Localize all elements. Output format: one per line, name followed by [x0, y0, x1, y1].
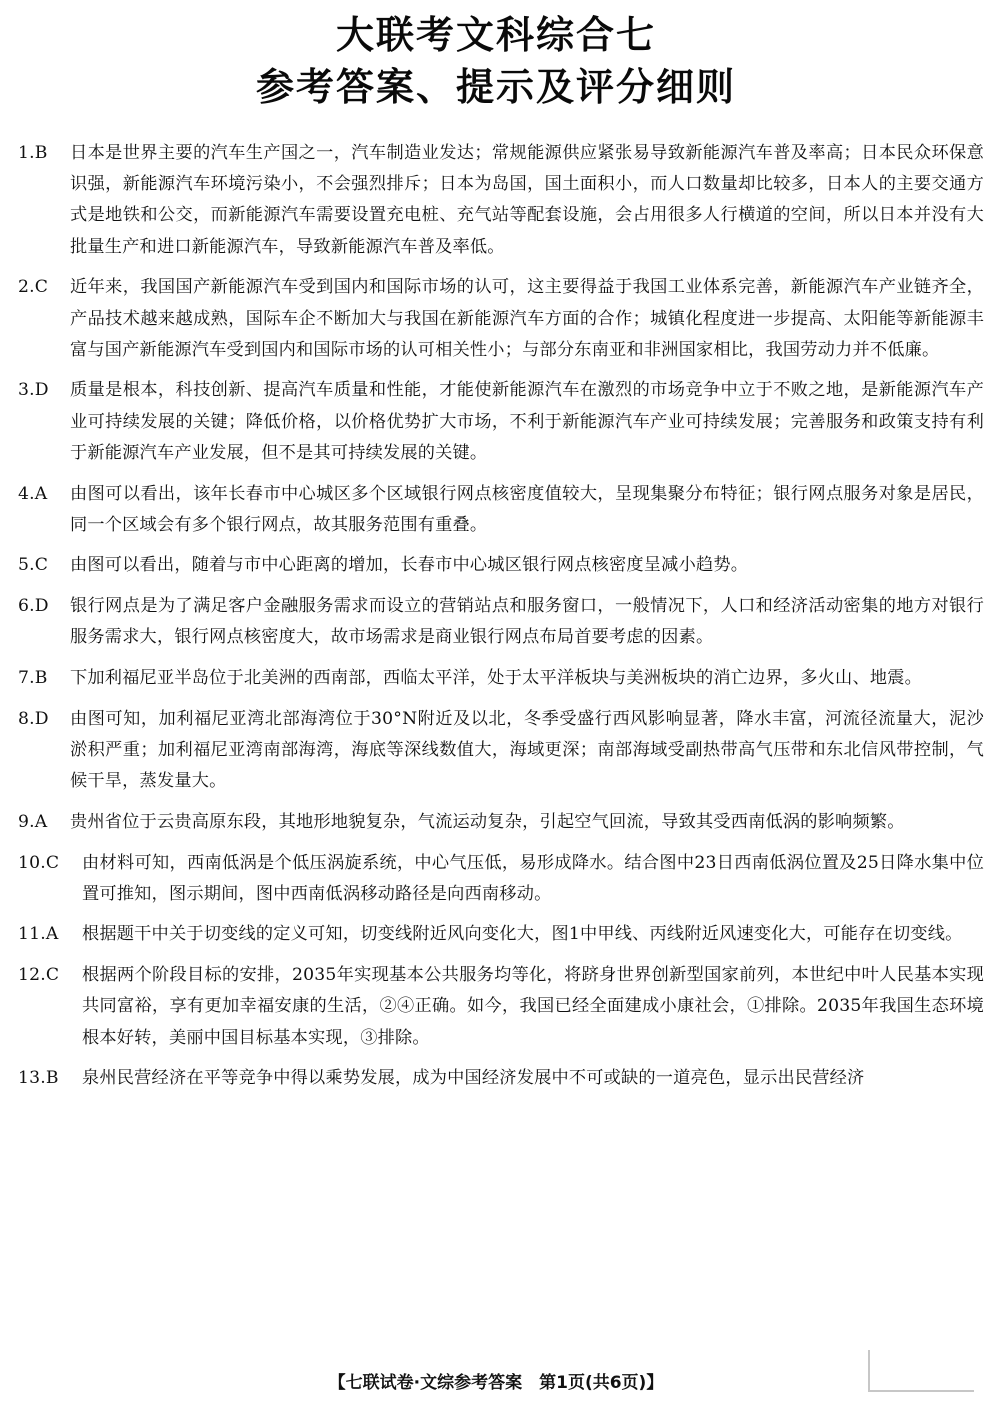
answer-explanation: 根据两个阶段目标的安排，2035年实现基本公共服务均等化，将跻身世界创新型国家前列，本世纪中叶人民基本实现共同富裕，享有更加幸福安康的生活，②④正确。如今，我国已经全面建成小康社会，①排除。2035年我国生态环境根本好转，美丽中国目标基本实现，③排除。: [82, 965, 984, 1048]
answer-item-8: [18, 704, 984, 798]
answer-number: 11.A: [18, 924, 59, 945]
answer-explanation: 日本是世界主要的汽车生产国之一，汽车制造业发达；常规能源供应紧张易导致新能源汽车普及率高；日本民众环保意识强，新能源汽车环境污染小，不会强烈排斥；日本为岛国，国土面积小，而人口数量却比较多，日本人的主要交通方式是地铁和公交，而新能源汽车需要设置充电桩、充气站等配套设施，会占用很多人行横道的空间，所以日本并没有大批量生产和进口新能源汽车，导致新能源汽车普及率低。: [70, 143, 984, 257]
answer-number: 13.B: [18, 1068, 59, 1089]
scan-corner-mark: [868, 1350, 974, 1392]
answer-item-11: [18, 919, 984, 950]
answer-number: 12.C: [18, 965, 60, 986]
answer-item-3: [18, 375, 984, 469]
answer-number: 6.D: [18, 596, 49, 617]
answer-number: 10.C: [18, 852, 60, 873]
page-footer: 【七联试卷·文综参考答案 第1页(共6页)】: [328, 1373, 664, 1393]
answer-item-12: [18, 960, 984, 1054]
page-title: 大联考文科综合七: [335, 13, 656, 57]
answer-item-7: [18, 663, 984, 694]
answer-item-9: [18, 807, 984, 838]
answer-item-13: [18, 1063, 984, 1094]
answer-item-1: [18, 138, 984, 263]
answer-item-6: [18, 591, 984, 653]
page-subtitle: 参考答案、提示及评分细则: [255, 65, 736, 109]
answer-number: 3.D: [18, 380, 49, 401]
answer-explanation: 泉州民营经济在平等竞争中得以乘势发展，成为中国经济发展中不可或缺的一道亮色，显示出民营经济: [82, 1068, 865, 1089]
answer-number: 4.A: [18, 483, 48, 504]
answer-explanation: 根据题干中关于切变线的定义可知，切变线附近风向变化大，图1中甲线、丙线附近风速变化大，可能存在切变线。: [82, 924, 963, 945]
answer-explanation: 近年来，我国国产新能源汽车受到国内和国际市场的认可，这主要得益于我国工业体系完善，新能源汽车产业链齐全，产品技术越来越成熟，国际车企不断加大与我国在新能源汽车方面的合作；城镇化程度进一步提高、太阳能等新能源丰富与国产新能源汽车受到国内和国际市场的认可相关性小；与部分东南亚和非洲国家相比，我国劳动力并不低廉。: [70, 277, 984, 360]
answer-explanation: 由图可以看出，随着与市中心距离的增加，长春市中心城区银行网点核密度呈减小趋势。: [70, 555, 749, 576]
answer-list: [18, 138, 984, 1104]
answer-explanation: 贵州省位于云贵高原东段，其地形地貌复杂，气流运动复杂，引起空气回流，导致其受西南低涡的影响频繁。: [70, 811, 905, 832]
answer-number: 2.C: [18, 277, 49, 298]
answer-explanation: 由材料可知，西南低涡是个低压涡旋系统，中心气压低，易形成降水。结合图中23日西南低涡位置及25日降水集中位置可推知，图示期间，图中西南低涡移动路径是向西南移动。: [82, 852, 984, 904]
title-block: [0, 10, 992, 116]
answer-number: 7.B: [18, 668, 48, 689]
answer-explanation: 由图可知，加利福尼亚湾北部海湾位于30°N附近及以北，冬季受盛行西风影响显著，降水丰富，河流径流量大，泥沙淤积严重；加利福尼亚湾南部海湾，海底等深线数值大，海域更深；南部海域受副热带高气压带和东北信风带控制，气候干旱，蒸发量大。: [70, 708, 984, 792]
answer-number: 8.D: [18, 708, 49, 729]
answer-item-4: [18, 479, 984, 541]
answer-explanation: 质量是根本，科技创新、提高汽车质量和性能，才能使新能源汽车在激烈的市场竞争中立于不败之地，是新能源汽车产业可持续发展的关键；降低价格，以价格优势扩大市场，不利于新能源汽车产业可持续发展；完善服务和政策支持有利于新能源汽车产业发展，但不是其可持续发展的关键。: [70, 380, 984, 463]
answer-explanation: 银行网点是为了满足客户金融服务需求而设立的营销站点和服务窗口，一般情况下，人口和经济活动密集的地方对银行服务需求大，银行网点核密度大，故市场需求是商业银行网点布局首要考虑的因素。: [70, 596, 984, 648]
answer-item-2: [18, 272, 984, 366]
answer-number: 1.B: [18, 143, 48, 163]
answer-number: 5.C: [18, 555, 49, 576]
answer-item-5: [18, 550, 984, 581]
answer-explanation: 下加利福尼亚半岛位于北美洲的西南部，西临太平洋，处于太平洋板块与美洲板块的消亡边界，多火山、地震。: [70, 668, 922, 689]
answer-number: 9.A: [18, 811, 48, 832]
answer-item-10: [18, 848, 984, 910]
answer-explanation: 由图可以看出，该年长春市中心城区多个区域银行网点核密度值较大，呈现集聚分布特征；银行网点服务对象是居民，同一个区域会有多个银行网点，故其服务范围有重叠。: [70, 483, 984, 535]
